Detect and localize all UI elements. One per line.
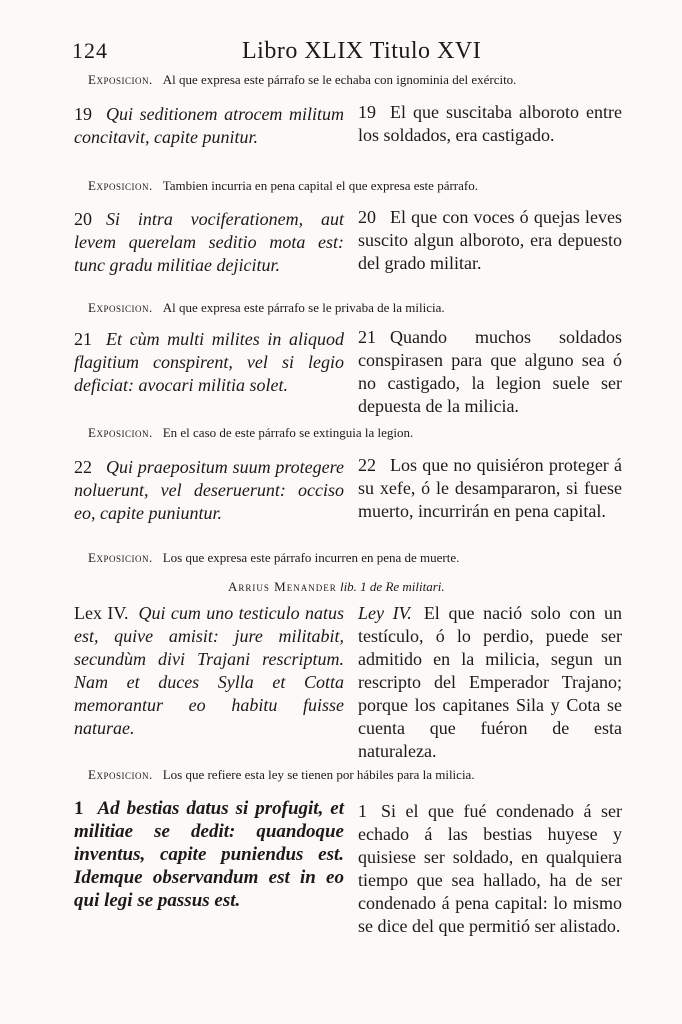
exposicion-label: Exposicion. xyxy=(88,178,153,193)
latin-paragraph-20 xyxy=(74,208,344,277)
exposicion-text: Al que expresa este párrafo se le echaba con ignominia del exército. xyxy=(162,72,517,87)
exposicion-line xyxy=(88,300,648,316)
latin-paragraph-22 xyxy=(74,456,344,525)
exposicion-text: Los que expresa este párrafo incurren en pena de muerte. xyxy=(162,550,460,565)
spanish-text: El que nació solo con un testículo, ó lo perdio, puede ser admitido en la milicia, segun un rescripto del Emperador Trajano; porque los capitanes Sila y Cota se cuenta que fuéron de esta naturaleza. xyxy=(358,603,622,761)
paragraph-number: 21 xyxy=(74,329,92,349)
exposicion-text: Tambien incurria en pena capital el que expresa este párrafo. xyxy=(162,178,478,193)
latin-lex-iv xyxy=(74,602,344,740)
latin-text: Et cùm multi milites in aliquod flagitium conspirent, vel si legio deficiat: avocari militia solet. xyxy=(74,329,344,395)
spanish-paragraph-22 xyxy=(358,454,622,523)
latin-text: Qui seditionem atrocem militum concitavit, capite punitur. xyxy=(74,104,344,147)
paragraph-number: 22 xyxy=(358,455,376,475)
exposicion-label: Exposicion. xyxy=(88,425,153,440)
latin-text: Qui praepositum suum protegere noluerunt, vel deseruerunt: occiso eo, capite puniuntur. xyxy=(74,457,344,523)
exposicion-text: Los que refiere esta ley se tienen por hábiles para la milicia. xyxy=(162,767,475,782)
exposicion-label: Exposicion. xyxy=(88,72,153,87)
latin-paragraph-19 xyxy=(74,103,344,149)
exposicion-text: En el caso de este párrafo se extinguia la legion. xyxy=(162,425,414,440)
exposicion-line xyxy=(88,767,648,783)
running-title: Libro XLIX Titulo XVI xyxy=(242,38,482,64)
exposicion-line xyxy=(88,178,648,194)
spanish-text: Quando muchos soldados conspirasen para que alguno sea ó no castigado, la legion suele ser depuesta de la milicia. xyxy=(358,327,622,416)
latin-text: Qui cum uno testiculo natus est, quive amisit: jure militabit, secundùm divi Trajani rescriptum. Nam et duces Sylla et Cotta memorantur eo habitu fuisse naturae. xyxy=(74,603,344,738)
exposicion-label: Exposicion. xyxy=(88,300,153,315)
paragraph-number: 1 xyxy=(358,801,367,821)
exposicion-line xyxy=(88,72,648,88)
latin-text: Si intra vociferationem, aut levem querelam seditio mota est: tunc gradu militiae dejicitur. xyxy=(74,209,344,275)
spanish-ley-iv xyxy=(358,602,622,763)
latin-paragraph-1 xyxy=(74,797,344,912)
spanish-paragraph-20 xyxy=(358,206,622,275)
paragraph-number: 19 xyxy=(358,102,376,122)
paragraph-number: 1 xyxy=(74,798,84,819)
paragraph-number: 22 xyxy=(74,457,92,477)
exposicion-label: Exposicion. xyxy=(88,550,153,565)
paragraph-number: 19 xyxy=(74,104,92,124)
paragraph-number: 21 xyxy=(358,327,376,347)
exposicion-label: Exposicion. xyxy=(88,767,153,782)
page-header xyxy=(72,38,632,68)
source-reference: lib. 1 de Re militari. xyxy=(339,579,445,594)
spanish-text: El que con voces ó quejas leves suscito algun alboroto, era depuesto del grado militar. xyxy=(358,207,622,273)
spanish-text: Si el que fué condenado á ser echado á las bestias huyese y quisiese ser soldado, en qualquiera tiempo que sea hallado, ha de ser condenado á pena capital: lo mismo se dice del que permitió ser alistado. xyxy=(358,801,622,936)
spanish-paragraph-19 xyxy=(358,101,622,147)
ley-label: Ley IV. xyxy=(358,603,412,623)
spanish-text: Los que no quisiéron proteger á su xefe, ó le desampararon, si fuese muerto, incurrirán en pena capital. xyxy=(358,455,622,521)
spanish-paragraph-21 xyxy=(358,326,622,418)
source-author: Arrius Menander xyxy=(228,579,337,594)
latin-paragraph-21 xyxy=(74,328,344,397)
page-number: 124 xyxy=(72,38,108,63)
paragraph-number: 20 xyxy=(358,207,376,227)
exposicion-line xyxy=(88,550,648,566)
exposicion-line xyxy=(88,425,648,441)
source-line xyxy=(228,579,608,595)
latin-text: Ad bestias datus si profugit, et militiae se dedit: quandoque inventus, capite puniendus est. Idemque observandum est in eo qui legi se passus est. xyxy=(74,798,344,911)
exposicion-text: Al que expresa este párrafo se le privaba de la milicia. xyxy=(162,300,445,315)
spanish-paragraph-1 xyxy=(358,800,622,938)
spanish-text: El que suscitaba alboroto entre los soldados, era castigado. xyxy=(358,102,622,145)
paragraph-number: 20 xyxy=(74,209,92,229)
lex-label: Lex IV. xyxy=(74,603,129,623)
